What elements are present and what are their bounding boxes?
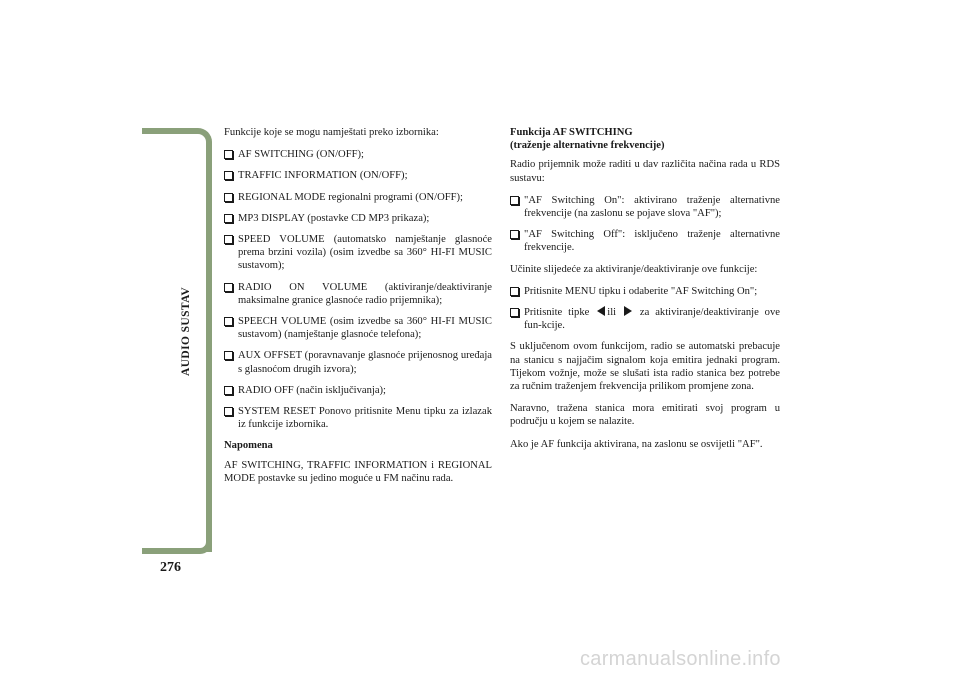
checkbox-bullet-icon — [224, 317, 233, 326]
checkbox-bullet-icon — [224, 386, 233, 395]
watermark: carmanualsonline.info — [580, 648, 781, 670]
checkbox-bullet-icon — [510, 196, 519, 205]
list-item: SPEED VOLUME (automatsko namještanje glasnoće prema brzini vozila) (osim izvedbe sa 360° HI-FI MUSIC sustavom); — [224, 233, 492, 273]
note-text: AF SWITCHING, TRAFFIC INFORMATION i REGIONAL MODE postavke su jedino moguće u FM načinu rada. — [224, 459, 492, 484]
list-item: MP3 DISPLAY (postavke CD MP3 prikaza); — [224, 212, 492, 225]
checkbox-bullet-icon — [224, 351, 233, 360]
list-item: "AF Switching Off": isključeno traženje alternativne frekvencije. — [510, 228, 780, 254]
list-item: Pritisnite MENU tipku i odaberite "AF Switching On"; — [510, 285, 780, 298]
steps-intro: Učinite slijedeće za aktiviranje/deaktiviranje ove funkcije: — [510, 263, 758, 275]
section-heading — [510, 126, 780, 152]
checkbox-bullet-icon — [224, 150, 233, 159]
checkbox-bullet-icon — [224, 283, 233, 292]
list-item: AUX OFFSET (poravnavanje glasnoće prijenosnog uređaja s glasnoćom drugih izvora); — [224, 349, 492, 375]
list-item: AF SWITCHING (ON/OFF); — [224, 148, 492, 161]
list-item: REGIONAL MODE regionalni programi (ON/OFF); — [224, 191, 492, 204]
rds-intro: Radio prijemnik može raditi u dav različita načina rada u RDS sustavu: — [510, 159, 780, 184]
checkbox-bullet-icon — [224, 235, 233, 244]
list-item: SYSTEM RESET Ponovo pritisnite Menu tipku za izlazak iz funkcije izbornika. — [224, 405, 492, 431]
menu-intro: Funkcije koje se mogu namještati preko izbornika: — [224, 127, 439, 138]
right-column — [510, 126, 780, 460]
checkbox-bullet-icon — [224, 193, 233, 202]
checkbox-bullet-icon — [510, 308, 519, 317]
list-item: TRAFFIC INFORMATION (ON/OFF); — [224, 169, 492, 182]
paragraph-station-area: Naravno, tražena stanica mora emitirati svoj program u području u kojem se nalazite. — [510, 403, 780, 428]
paragraph-af-display: Ako je AF funkcija aktivirana, na zaslonu se osvijetli "AF". — [510, 438, 763, 450]
right-arrow-icon — [624, 306, 632, 316]
list-item: Pritisnite tipke ili za aktiviranje/deaktiviranje ove fun-kcije. — [510, 306, 780, 332]
list-item: RADIO OFF (način isključivanja); — [224, 384, 492, 397]
left-column — [224, 126, 492, 494]
section-tab — [176, 286, 196, 380]
page-number: 276 — [160, 560, 181, 575]
page-border-bottom — [142, 542, 212, 554]
checkbox-bullet-icon — [224, 407, 233, 416]
list-item: "AF Switching On": aktivirano traženje alternativne frekvencije (na zaslonu se pojave slova "AF"); — [510, 194, 780, 220]
left-arrow-icon — [597, 306, 605, 316]
list-item: SPEECH VOLUME (osim izvedbe sa 360° HI-FI MUSIC sustavom) (namještanje glasnoće telefona); — [224, 315, 492, 341]
section-heading-line-2: (traženje alternativne frekvencije) — [510, 140, 665, 152]
list-item: RADIO ON VOLUME (aktiviranje/deaktiviranje maksimalne granice glasnoće radio prijemnika); — [224, 281, 492, 307]
checkbox-bullet-icon — [224, 214, 233, 223]
section-tab-label: AUDIO SUSTAV — [180, 286, 192, 376]
checkbox-bullet-icon — [510, 230, 519, 239]
checkbox-bullet-icon — [224, 171, 233, 180]
section-heading-line-1: Funkcija AF SWITCHING — [510, 127, 633, 138]
checkbox-bullet-icon — [510, 287, 519, 296]
note-heading: Napomena — [224, 440, 273, 452]
paragraph-auto-switch: S uključenom ovom funkcijom, radio se automatski prebacuje na stanicu s najjačim signalom koja emitira jednaki program. Tijekom vožnje, može se slušati ista radio stanica bez potrebe za ručnim traženjem frekvencija prilikom promjene zona. — [510, 341, 780, 393]
